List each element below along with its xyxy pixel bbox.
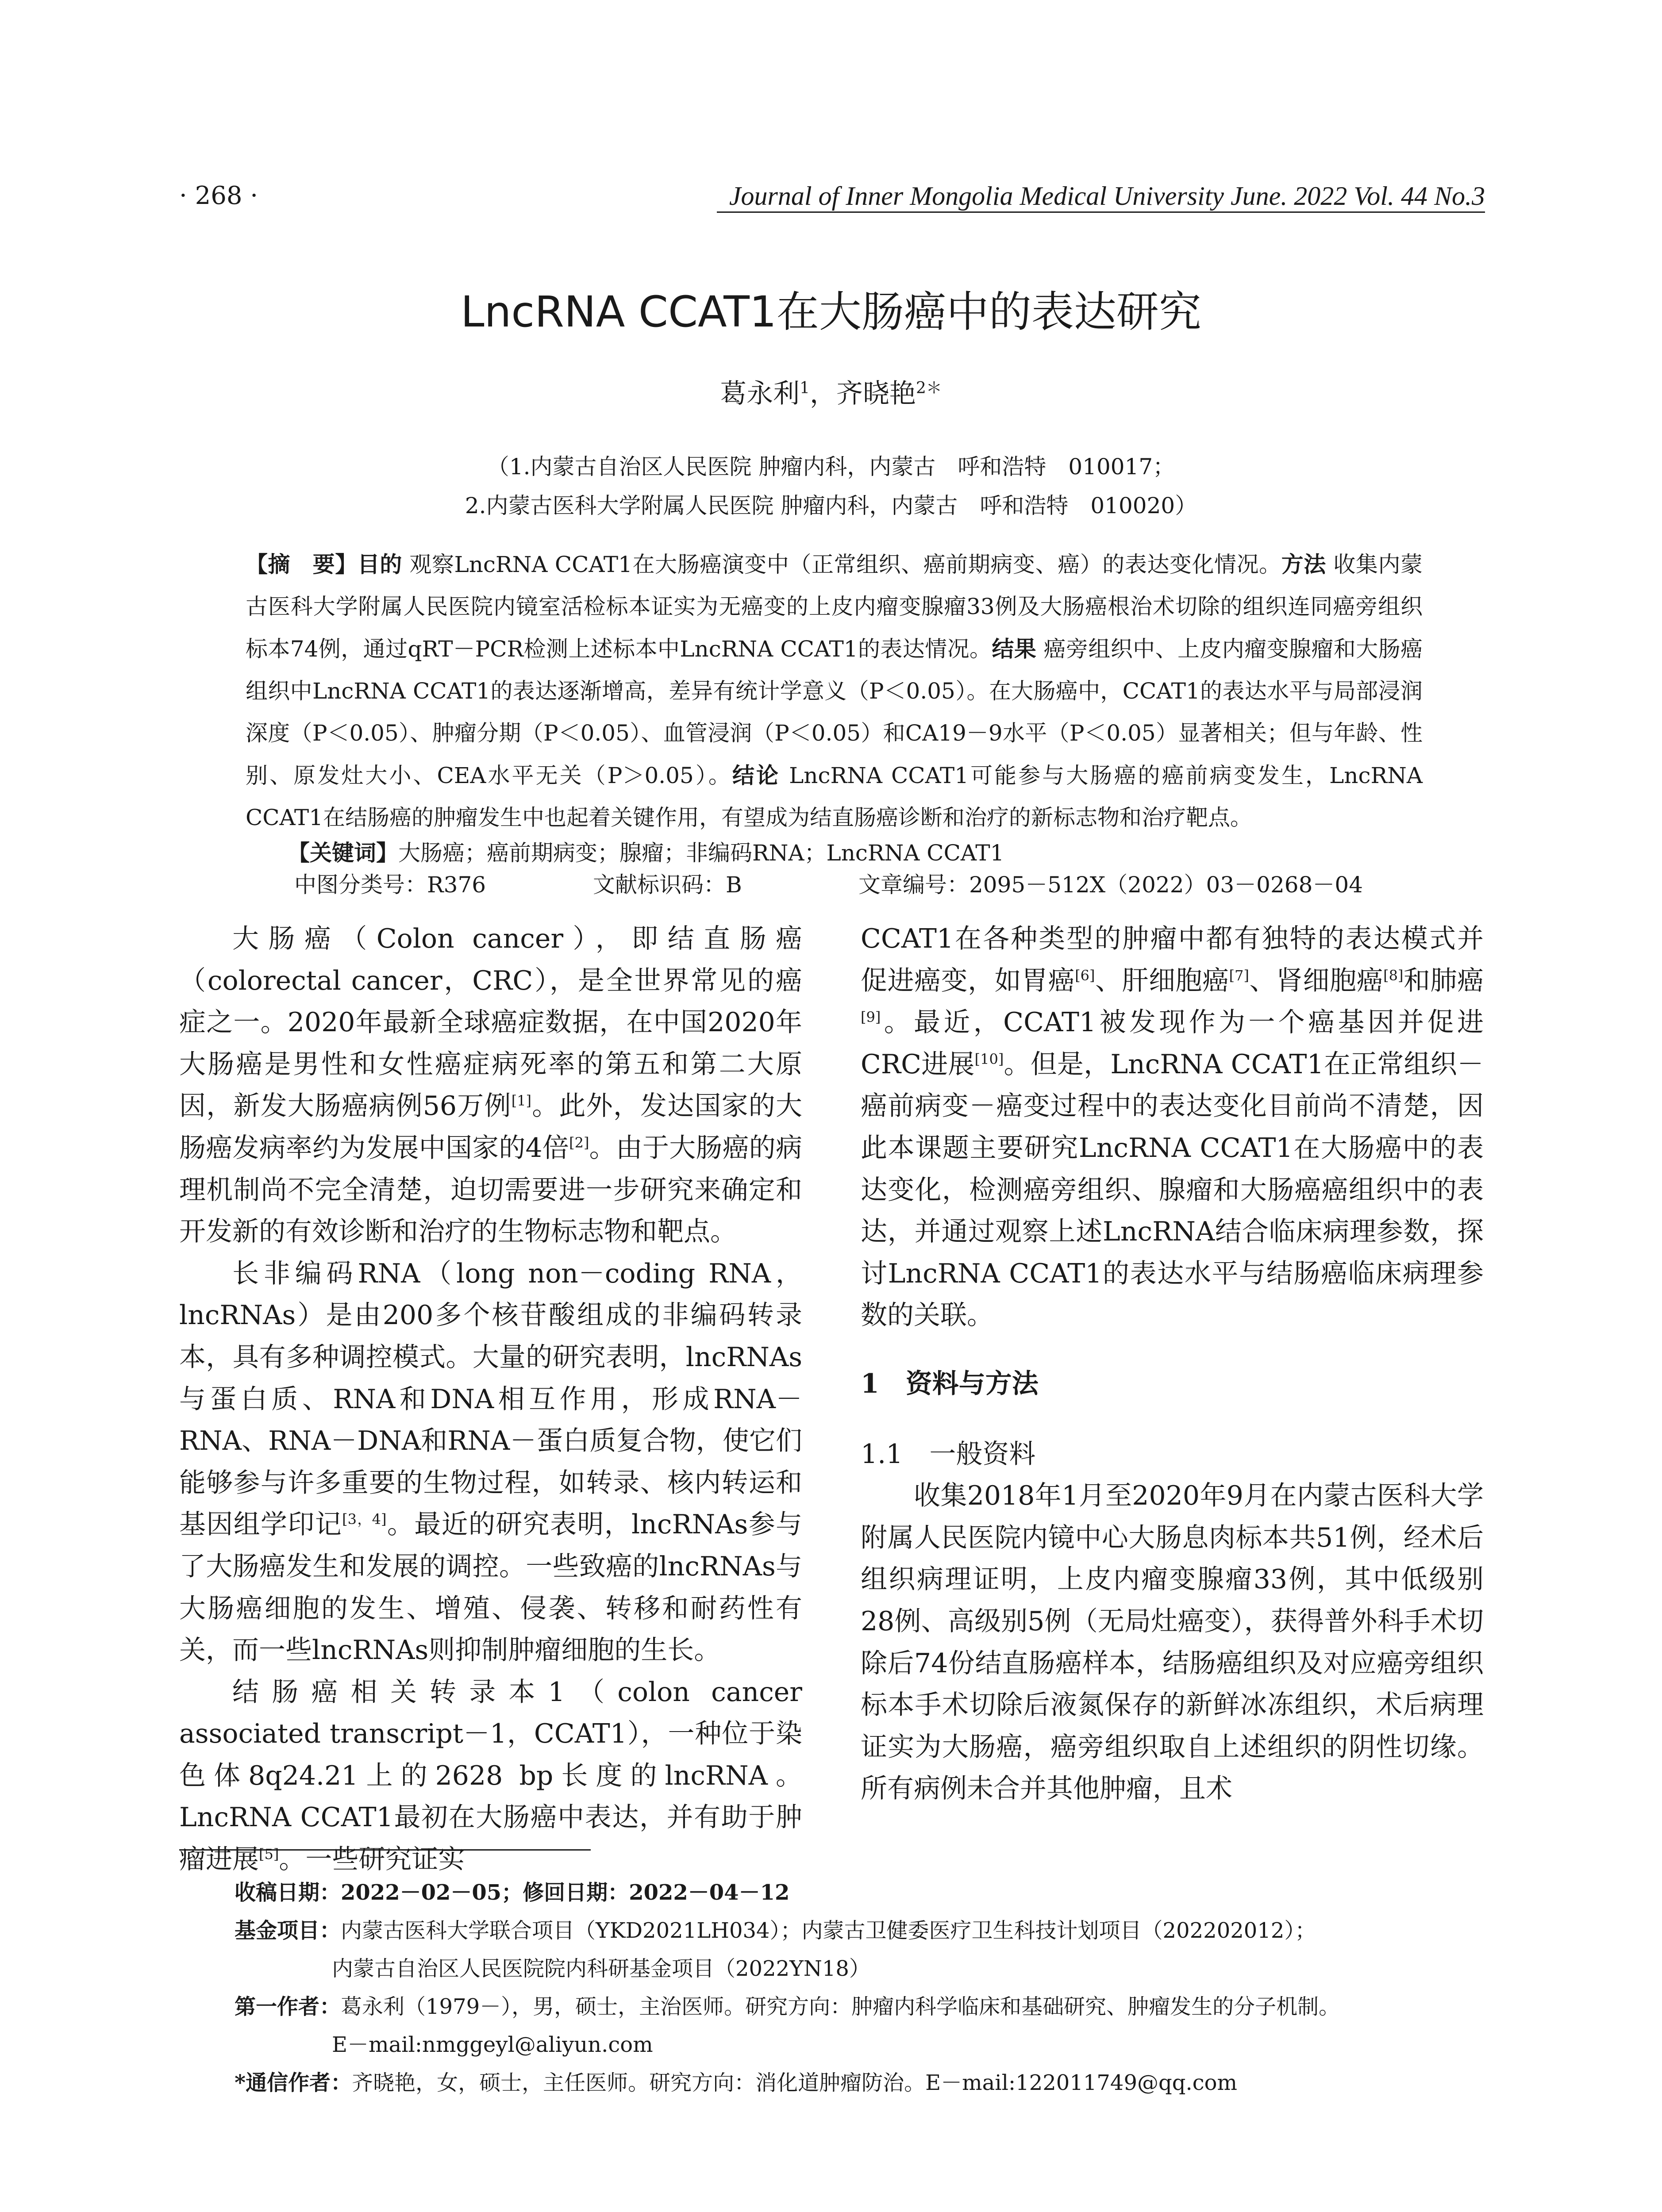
- purpose-text: 观察LncRNA CCAT1在大肠癌演变中（正常组织、癌前期病变、癌）的表达变化情况。: [402, 552, 1281, 577]
- conclusion-label: 结论: [732, 762, 781, 788]
- header-rule: [717, 211, 1485, 213]
- first-author-email: E－mail:nmggeyl@aliyun.com: [332, 2032, 653, 2057]
- page-number: · 268 ·: [179, 181, 258, 210]
- author-2: 齐晓艳: [836, 378, 916, 409]
- paragraph: [179, 1253, 802, 1671]
- first-author-text: 葛永利（1979－），男，硕士，主治医师。研究方向：肿瘤内科学临床和基础研究、肿瘤发生的分子机制。: [341, 1994, 1340, 2019]
- document-code: 文献标识码：B: [593, 872, 742, 898]
- keywords: [288, 835, 1420, 871]
- footnotes: [235, 1874, 1473, 2102]
- author-sep: ，: [810, 378, 836, 409]
- body-column-left: [179, 918, 802, 1881]
- result-text: 癌旁组织中、上皮内瘤变腺瘤和大肠癌组织中LncRNA CCAT1的表达逐渐增高，差异有统计学意义（P＜0.05）。在大肠癌中，CCAT1的表达水平与局部浸润深度（P＜0.05）、肿瘤分期（P＜0.05）、血管浸润（P＜0.05）和CA19－9水平（P＜0.05）显著相关；但与年龄、性别、原发灶大小、CEA水平无关（P＞0.05）。: [246, 636, 1423, 788]
- fund-text: 内蒙古医科大学联合项目（YKD2021LH034）；内蒙古卫健委医疗卫生科技计划项目（202202012）；: [341, 1918, 1316, 1943]
- abstract: [246, 543, 1423, 839]
- fund-line-2: 内蒙古自治区人民医院院内科研基金项目（2022YN18）: [332, 1956, 870, 1981]
- paragraph: 收集2018年1月至2020年9月在内蒙古医科大学附属人民医院内镜中心大肠息肉标本共51例，经术后组织病理证明，上皮内瘤变腺瘤33例，其中低级别28例、高级别5例（无局灶癌变），获得普外科手术切除后74份结直肠癌样本，结肠癌组织及对应癌旁组织标本手术切除后液氮保存的新鲜冰冻组织，术后病理证实为大肠癌，癌旁组织取自上述组织的阴性切缘。所有病例未合并其他肿瘤，且术: [861, 1480, 1484, 1805]
- body-column-right: [861, 918, 1484, 1810]
- footnote-rule: [179, 1849, 591, 1851]
- text-run: 。最近，CCAT1被发现作为一个癌基因并促进CRC进展: [861, 1007, 1484, 1080]
- first-author-line: [235, 1988, 1473, 2026]
- keywords-label: 【关键词】: [288, 840, 398, 866]
- paragraph: [179, 918, 802, 1253]
- section-heading: 1 资料与方法: [861, 1368, 1039, 1399]
- clc-number: 中图分类号：R376: [294, 872, 486, 898]
- journal-header: Journal of Inner Mongolia Medical University June. 2022 Vol. 44 No.3: [729, 181, 1485, 211]
- citation: [3，4]: [342, 1511, 387, 1528]
- citation: [7]: [1229, 967, 1249, 984]
- text-run: 结肠癌相关转录本1（colon cancer associated transcript－1，CCAT1），一种位于染色体8q24.21上的2628 bp长度的lncRNA。LncRNA CCAT1最初在大肠癌中表达，并有助于肿瘤进展: [179, 1676, 802, 1875]
- paragraph: [861, 918, 1484, 1336]
- fund-label: 基金项目：: [235, 1918, 341, 1943]
- author-1: 葛永利: [720, 378, 800, 409]
- abstract-label: 【摘 要】: [246, 551, 358, 577]
- text-run: 大肠癌（Colon cancer），即结直肠癌（colorectal cancer，CRC），是全世界常见的癌症之一。2020年最新全球癌症数据，在中国2020年大肠癌是男性和女性癌症病死率的第五和第二大原因，新发大肠癌病例56万例: [179, 923, 802, 1122]
- text-run: 和肺癌: [1403, 965, 1484, 996]
- subsection-heading: 1.1 一般资料: [861, 1438, 1036, 1470]
- citation: [2]: [569, 1134, 589, 1151]
- text-run: 。最近的研究表明，lncRNAs参与了大肠癌发生和发展的调控。一些致癌的lncRNAs与大肠癌细胞的发生、增殖、侵袭、转移和耐药性有关，而一些lncRNAs则抑制肿瘤细胞的生长。: [179, 1509, 803, 1666]
- keywords-text: 大肠癌；癌前期病变；腺瘤；非编码RNA；LncRNA CCAT1: [398, 840, 1004, 866]
- affiliation-1: （1.内蒙古自治区人民医院 肿瘤内科，内蒙古 呼和浩特 010017；: [487, 454, 1175, 480]
- first-author-label: 第一作者：: [235, 1994, 341, 2019]
- text-run: 。一些研究证实: [279, 1844, 465, 1875]
- article-number: 文章编号：2095－512X（2022）03－0268－04: [858, 872, 1363, 898]
- method-text: 收集内蒙古医科大学附属人民医院内镜室活检标本证实为无癌变的上皮内瘤变腺瘤33例及大肠癌根治术切除的组织连同癌旁组织标本74例，通过qRT－PCR检测上述标本中LncRNA CCAT1的表达情况。: [246, 552, 1423, 662]
- affiliation-2: 2.内蒙古医科大学附属人民医院 肿瘤内科，内蒙古 呼和浩特 010020）: [465, 493, 1197, 518]
- citation: [1]: [511, 1092, 532, 1110]
- method-label: 方法: [1281, 551, 1326, 577]
- author-2-affil: 2＊: [916, 379, 942, 397]
- citation: [6]: [1075, 967, 1095, 984]
- corresponding-label: *通信作者：: [235, 2070, 352, 2095]
- author-line: [0, 371, 1662, 411]
- received-dates: 收稿日期：2022－02－05；修回日期：2022－04－12: [235, 1880, 790, 1905]
- text-run: 、肝细胞癌: [1095, 965, 1229, 996]
- conclusion-text: LncRNA CCAT1可能参与大肠癌的癌前病变发生，LncRNA CCAT1在结肠癌的肿瘤发生中也起着关键作用，有望成为结直肠癌诊断和治疗的新标志物和治疗靶点。: [246, 763, 1423, 830]
- text-run: 。由于大肠癌的病理机制尚不完全清楚，迫切需要进一步研究来确定和开发新的有效诊断和治疗的生物标志物和靶点。: [179, 1132, 802, 1248]
- citation: [8]: [1383, 967, 1404, 984]
- author-1-affil: 1: [800, 379, 810, 397]
- fund-line: [235, 1912, 1473, 1950]
- corresponding-author-line: [235, 2064, 1473, 2102]
- purpose-label: 目的: [357, 551, 402, 577]
- result-label: 结果: [992, 636, 1037, 662]
- article-title: LncRNA CCAT1在大肠癌中的表达研究: [461, 287, 1201, 337]
- text-run: 长非编码RNA（long non－coding RNA，lncRNAs）是由200多个核苷酸组成的非编码转录本，具有多种调控模式。大量的研究表明，lncRNAs与蛋白质、RNA和DNA相互作用，形成RNA－RNA、RNA－DNA和RNA－蛋白质复合物，使它们能够参与许多重要的生物过程，如转录、核内转运和基因组学印记: [179, 1258, 802, 1540]
- text-run: 、肾细胞癌: [1249, 965, 1384, 996]
- text-run: CCAT1在各种类型的肿瘤中都有独特的表达模式并促进癌变，如胃癌: [861, 923, 1484, 996]
- citation: [5]: [259, 1846, 279, 1863]
- citation: [10]: [974, 1050, 1004, 1068]
- text-run: 。此外，发达国家的大肠癌发病率约为发展中国家的4倍: [179, 1091, 802, 1164]
- corresponding-text: 齐晓艳，女，硕士，主任医师。研究方向：消化道肿瘤防治。E－mail:122011749@qq.com: [352, 2070, 1238, 2095]
- text-run: 。但是，LncRNA CCAT1在正常组织－癌前病变－癌变过程中的表达变化目前尚不清楚，因此本课题主要研究LncRNA CCAT1在大肠癌中的表达变化，检测癌旁组织、腺瘤和大肠癌癌组织中的表达，并通过观察上述LncRNA结合临床病理参数，探讨LncRNA CCAT1的表达水平与结肠癌临床病理参数的关联。: [861, 1048, 1484, 1331]
- citation: [9]: [861, 1009, 881, 1026]
